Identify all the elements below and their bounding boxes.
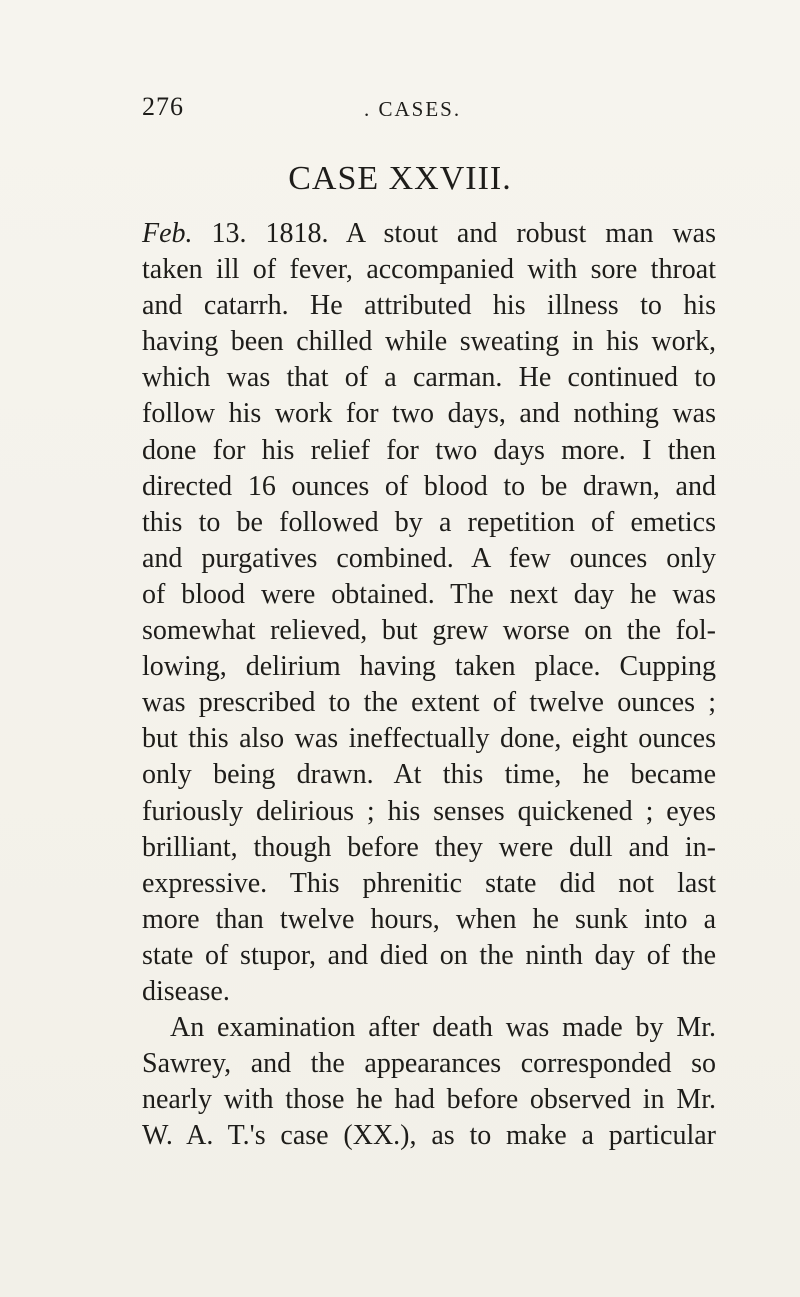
- text-line: and purgatives combined. A few ounces only: [142, 542, 716, 574]
- case-heading: CASE XXVIII.: [288, 160, 512, 197]
- text-line-content: 13. 1818. A stout and robust man was: [192, 218, 716, 249]
- text-line: and catarrh. He attributed his illness to his: [142, 290, 716, 322]
- text-line: brilliant, though before they were dull and in-: [142, 831, 716, 863]
- text-line: somewhat relieved, but grew worse on the fol-: [142, 615, 716, 647]
- text-line: of blood were obtained. The next day he was: [142, 578, 716, 610]
- case-body-text: [142, 216, 716, 1154]
- text-line: only being drawn. At this time, he became: [142, 759, 716, 791]
- text-line: lowing, delirium having taken place. Cupping: [142, 651, 716, 683]
- page-number: 276: [142, 92, 184, 121]
- text-line: nearly with those he had before observed in Mr.: [142, 1084, 716, 1116]
- text-line: taken ill of fever, accompanied with sore throat: [142, 254, 716, 286]
- text-line: having been chilled while sweating in his work,: [142, 326, 716, 358]
- running-title: . CASES.: [364, 97, 462, 121]
- text-line: disease.: [142, 975, 230, 1007]
- text-line: [142, 216, 716, 252]
- text-line: but this also was ineffectually done, eight ounces: [142, 723, 716, 755]
- text-line: Sawrey, and the appearances corresponded so: [142, 1048, 716, 1080]
- text-line: which was that of a carman. He continued to: [142, 362, 716, 394]
- running-head: [142, 92, 662, 132]
- date-label: Feb.: [142, 218, 193, 249]
- text-line: directed 16 ounces of blood to be drawn, and: [142, 470, 716, 502]
- text-line: was prescribed to the extent of twelve ounces ;: [142, 687, 716, 719]
- text-line: follow his work for two days, and nothing was: [142, 398, 716, 430]
- text-line: furiously delirious ; his senses quickened ; eyes: [142, 795, 716, 827]
- text-line: expressive. This phrenitic state did not last: [142, 867, 716, 899]
- text-line: done for his relief for two days more. I then: [142, 434, 716, 466]
- text-line: W. A. T.'s case (XX.), as to make a particular: [142, 1120, 716, 1152]
- text-line: state of stupor, and died on the ninth day of the: [142, 939, 716, 971]
- text-line: more than twelve hours, when he sunk into a: [142, 903, 716, 935]
- text-line: An examination after death was made by Mr.: [170, 1012, 716, 1044]
- text-line: this to be followed by a repetition of emetics: [142, 506, 716, 538]
